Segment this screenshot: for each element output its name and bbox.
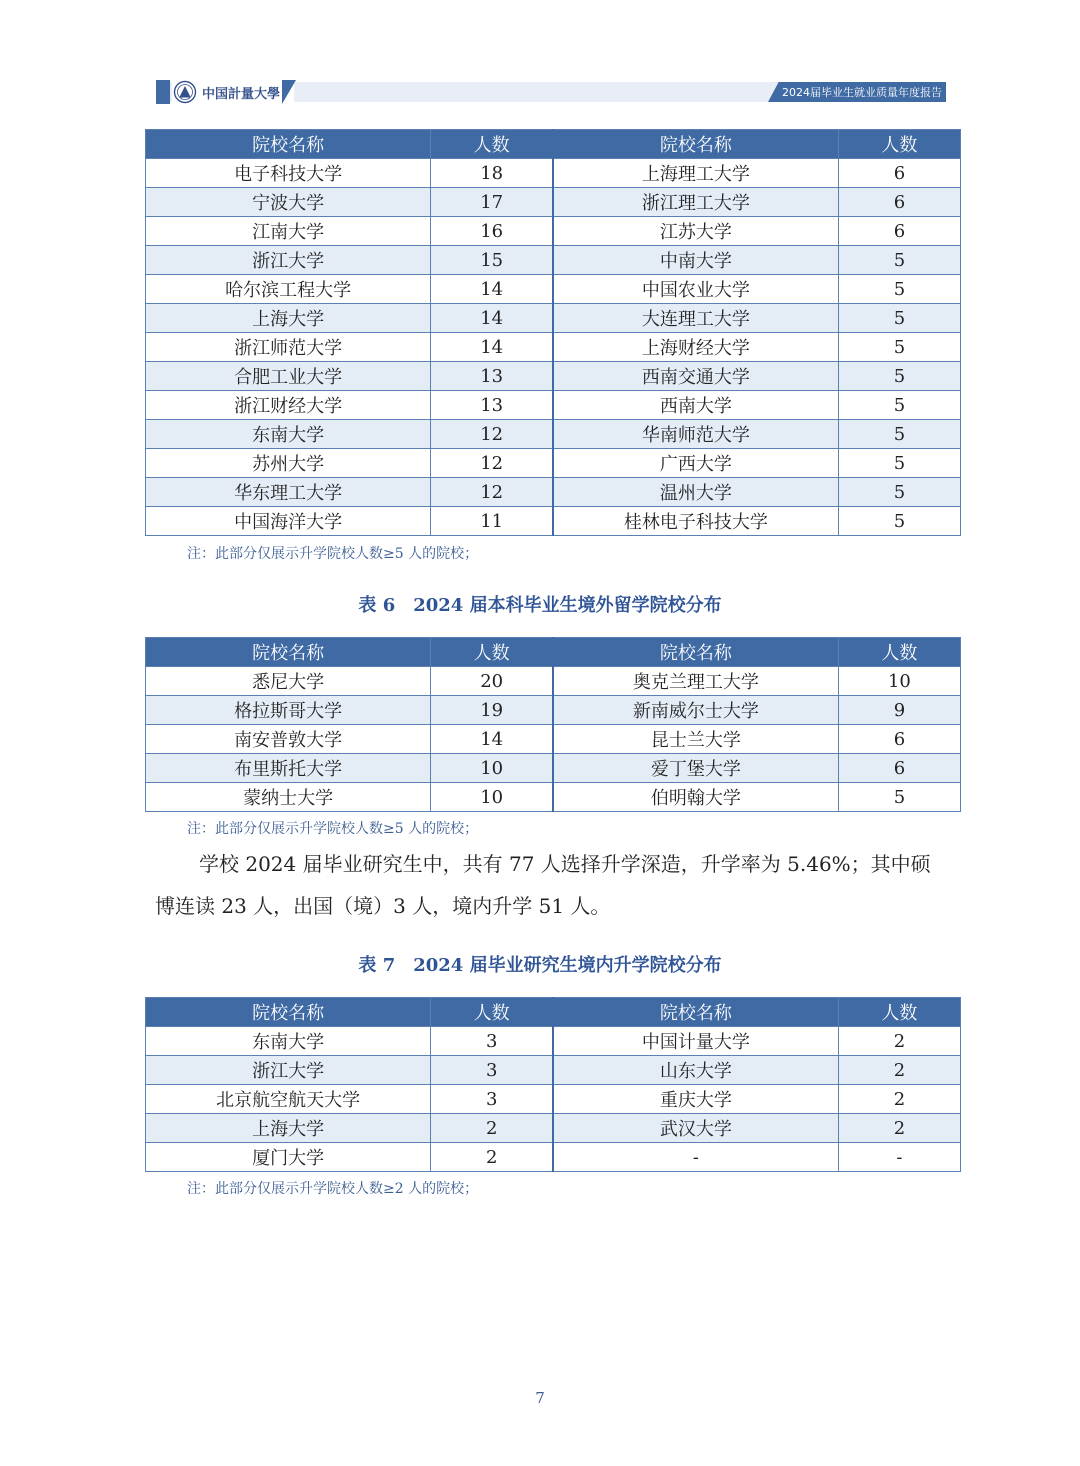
body-paragraph-text: 学校 2024 届毕业研究生中，共有 77 人选择升学深造，升学率为 5.46%；其中硕博连读 23 人，出国（境）3 人，境内升学 51 人。 (155, 852, 931, 918)
student-count-cell: 5 (838, 333, 960, 362)
school-name-cell: 新南威尔士大学 (553, 696, 838, 725)
school-name-cell: 上海大学 (146, 1114, 431, 1143)
table-header-row (146, 130, 961, 159)
table-row (146, 159, 961, 188)
student-count-cell: 2 (431, 1114, 553, 1143)
school-name-cell: 格拉斯哥大学 (146, 696, 431, 725)
report-title: 2024届毕业生就业质量年度报告 (782, 86, 942, 99)
table-row (146, 667, 961, 696)
school-name-cell: 山东大学 (553, 1056, 838, 1085)
school-name-cell: 江苏大学 (553, 217, 838, 246)
school-name-cell: 温州大学 (553, 478, 838, 507)
student-count-cell: 18 (431, 159, 553, 188)
student-count-cell: 5 (838, 246, 960, 275)
student-count-cell: 10 (431, 754, 553, 783)
table-row (146, 754, 961, 783)
school-name-cell: 武汉大学 (553, 1114, 838, 1143)
student-count-cell: 5 (838, 449, 960, 478)
student-count-cell: 6 (838, 188, 960, 217)
student-count-cell: 5 (838, 275, 960, 304)
table-row (146, 217, 961, 246)
school-name-cell: 重庆大学 (553, 1085, 838, 1114)
student-count-cell: 3 (431, 1056, 553, 1085)
student-count-cell: 5 (838, 304, 960, 333)
header-slant (282, 80, 296, 104)
school-name-cell: 浙江师范大学 (146, 333, 431, 362)
school-name-cell: 电子科技大学 (146, 159, 431, 188)
student-count-cell: 12 (431, 478, 553, 507)
school-name-cell: 中国计量大学 (553, 1027, 838, 1056)
student-count-cell: 10 (838, 667, 960, 696)
table-row (146, 333, 961, 362)
student-count-cell: 12 (431, 420, 553, 449)
table6-note: 注：此部分仅展示升学院校人数≥5 人的院校； (187, 821, 479, 837)
table-row (146, 696, 961, 725)
school-name-cell: 江南大学 (146, 217, 431, 246)
school-name-cell: 宁波大学 (146, 188, 431, 217)
body-paragraph (155, 843, 945, 927)
school-name-cell: 厦门大学 (146, 1143, 431, 1172)
school-name-cell: 浙江理工大学 (553, 188, 838, 217)
overseas-undergrad-table (145, 637, 961, 812)
student-count-cell: 14 (431, 725, 553, 754)
school-name-cell: 悉尼大学 (146, 667, 431, 696)
school-name-cell: 华东理工大学 (146, 478, 431, 507)
table-row (146, 725, 961, 754)
student-count-cell: - (838, 1143, 960, 1172)
column-header-count: 人数 (431, 130, 553, 159)
school-name-cell: 合肥工业大学 (146, 362, 431, 391)
school-name-cell: 中国农业大学 (553, 275, 838, 304)
student-count-cell: 2 (838, 1027, 960, 1056)
table-row (146, 478, 961, 507)
school-name-cell: 昆士兰大学 (553, 725, 838, 754)
table-row (146, 188, 961, 217)
school-name-cell: 哈尔滨工程大学 (146, 275, 431, 304)
graduate-domestic-table (145, 997, 961, 1172)
school-name-cell: 东南大学 (146, 1027, 431, 1056)
school-name-cell: 伯明翰大学 (553, 783, 838, 812)
student-count-cell: 17 (431, 188, 553, 217)
table-row (146, 1114, 961, 1143)
table-row (146, 1143, 961, 1172)
student-count-cell: 6 (838, 217, 960, 246)
student-count-cell: 10 (431, 783, 553, 812)
student-count-cell: 14 (431, 304, 553, 333)
table5-note: 注：此部分仅展示升学院校人数≥5 人的院校； (187, 546, 479, 562)
column-header-school: 院校名称 (553, 638, 838, 667)
table-row (146, 391, 961, 420)
school-name-cell: 广西大学 (553, 449, 838, 478)
table-row (146, 449, 961, 478)
student-count-cell: 9 (838, 696, 960, 725)
student-count-cell: 2 (838, 1056, 960, 1085)
school-name-cell: 南安普敦大学 (146, 725, 431, 754)
university-name: 中国計量大學 (202, 86, 281, 102)
student-count-cell: 13 (431, 362, 553, 391)
student-count-cell: 2 (431, 1143, 553, 1172)
table-row (146, 1056, 961, 1085)
school-name-cell: 上海大学 (146, 304, 431, 333)
table-row (146, 420, 961, 449)
school-name-cell: 中国海洋大学 (146, 507, 431, 536)
student-count-cell: 19 (431, 696, 553, 725)
table-row (146, 304, 961, 333)
student-count-cell: 20 (431, 667, 553, 696)
table-row (146, 275, 961, 304)
column-header-count: 人数 (838, 130, 960, 159)
table-row (146, 1085, 961, 1114)
school-name-cell: 西南大学 (553, 391, 838, 420)
student-count-cell: 2 (838, 1085, 960, 1114)
student-count-cell: 14 (431, 333, 553, 362)
column-header-count: 人数 (838, 998, 960, 1027)
column-header-school: 院校名称 (146, 130, 431, 159)
university-logo (172, 80, 294, 104)
student-count-cell: 16 (431, 217, 553, 246)
table6-caption: 表 6 2024 届本科毕业生境外留学院校分布 (358, 595, 722, 616)
student-count-cell: 13 (431, 391, 553, 420)
university-emblem-icon (172, 80, 198, 104)
student-count-cell: 6 (838, 725, 960, 754)
student-count-cell: 11 (431, 507, 553, 536)
school-name-cell: 东南大学 (146, 420, 431, 449)
student-count-cell: 5 (838, 420, 960, 449)
student-count-cell: 5 (838, 391, 960, 420)
student-count-cell: 5 (838, 478, 960, 507)
school-name-cell: 华南师范大学 (553, 420, 838, 449)
school-name-cell: 西南交通大学 (553, 362, 838, 391)
student-count-cell: 2 (838, 1114, 960, 1143)
column-header-school: 院校名称 (146, 998, 431, 1027)
table-row (146, 246, 961, 275)
page-number: 7 (535, 1389, 545, 1407)
page-header (156, 80, 946, 104)
school-name-cell: 布里斯托大学 (146, 754, 431, 783)
student-count-cell: 6 (838, 159, 960, 188)
school-name-cell: 浙江大学 (146, 1056, 431, 1085)
table-row (146, 507, 961, 536)
student-count-cell: 5 (838, 507, 960, 536)
school-name-cell: 浙江大学 (146, 246, 431, 275)
table-header-row (146, 998, 961, 1027)
student-count-cell: 12 (431, 449, 553, 478)
column-header-school: 院校名称 (146, 638, 431, 667)
school-name-cell: 中南大学 (553, 246, 838, 275)
table7-note: 注：此部分仅展示升学院校人数≥2 人的院校； (187, 1181, 479, 1197)
school-name-cell: 苏州大学 (146, 449, 431, 478)
school-name-cell: - (553, 1143, 838, 1172)
school-name-cell: 爱丁堡大学 (553, 754, 838, 783)
header-left-bar (156, 80, 170, 104)
student-count-cell: 15 (431, 246, 553, 275)
table-row (146, 1027, 961, 1056)
table-header-row (146, 638, 961, 667)
table-row (146, 362, 961, 391)
table-row (146, 783, 961, 812)
school-name-cell: 上海财经大学 (553, 333, 838, 362)
school-name-cell: 北京航空航天大学 (146, 1085, 431, 1114)
school-name-cell: 蒙纳士大学 (146, 783, 431, 812)
school-name-cell: 桂林电子科技大学 (553, 507, 838, 536)
student-count-cell: 5 (838, 783, 960, 812)
student-count-cell: 3 (431, 1027, 553, 1056)
school-name-cell: 大连理工大学 (553, 304, 838, 333)
school-name-cell: 奥克兰理工大学 (553, 667, 838, 696)
column-header-school: 院校名称 (553, 130, 838, 159)
column-header-school: 院校名称 (553, 998, 838, 1027)
student-count-cell: 6 (838, 754, 960, 783)
column-header-count: 人数 (431, 638, 553, 667)
student-count-cell: 14 (431, 275, 553, 304)
student-count-cell: 5 (838, 362, 960, 391)
school-name-cell: 浙江财经大学 (146, 391, 431, 420)
column-header-count: 人数 (431, 998, 553, 1027)
column-header-count: 人数 (838, 638, 960, 667)
domestic-undergrad-table (145, 129, 961, 536)
student-count-cell: 3 (431, 1085, 553, 1114)
table7-caption: 表 7 2024 届毕业研究生境内升学院校分布 (358, 955, 722, 976)
school-name-cell: 上海理工大学 (553, 159, 838, 188)
